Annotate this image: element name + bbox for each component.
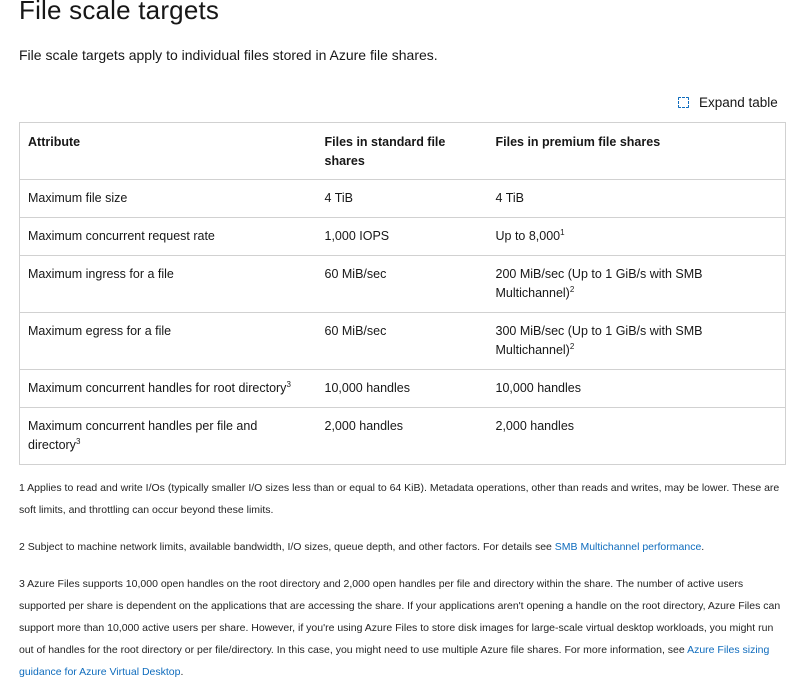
sizing-guidance-link[interactable]: Azure Files sizing guidance for Azure Virtual Desktop <box>19 644 770 678</box>
attribute-cell-text: Maximum concurrent handles for root directory <box>28 381 287 395</box>
header-standard: Files in standard file shares <box>317 123 488 180</box>
premium-cell <box>488 180 786 218</box>
premium-cell-text: 200 MiB/sec (Up to 1 GiB/s with SMB Multichannel) <box>495 267 703 300</box>
premium-cell-text: Up to 8,000 <box>495 229 561 243</box>
standard-cell-text: 4 TiB <box>324 191 353 205</box>
attribute-cell <box>20 370 317 408</box>
attribute-cell-text: Maximum concurrent handles per file and directory <box>28 419 258 452</box>
table-row <box>20 180 786 218</box>
premium-cell <box>488 408 786 465</box>
attribute-cell-text: Maximum ingress for a file <box>28 267 174 281</box>
standard-cell-text: 10,000 handles <box>324 381 410 395</box>
header-attribute: Attribute <box>20 123 317 180</box>
standard-cell-text: 1,000 IOPS <box>324 229 390 243</box>
standard-cell <box>317 313 488 370</box>
expand-table-button[interactable] <box>678 94 778 111</box>
premium-cell-text: 300 MiB/sec (Up to 1 GiB/s with SMB Multichannel) <box>495 324 703 357</box>
footnote-ref: 3 <box>286 379 291 389</box>
attribute-cell <box>20 218 317 256</box>
premium-cell <box>488 370 786 408</box>
footnote-2-text: 2 Subject to machine network limits, available bandwidth, I/O sizes, queue depth, and other factors. For details see <box>19 541 555 553</box>
premium-cell <box>488 218 786 256</box>
attribute-cell <box>20 313 317 370</box>
attribute-cell-text: Maximum file size <box>28 191 128 205</box>
attribute-cell <box>20 408 317 465</box>
footnote-3-text: 3 Azure Files supports 10,000 open handles on the root directory and 2,000 open handles per file and directory within the share. The number of active users supported per share is dependent on the applications that are accessing the share. If your applications aren't opening a handle on the root directory, Azure Files can support more than 10,000 active users per share. However, if you're using Azure Files to store disk images for large-scale virtual desktop workloads, you might run out of handles for the root directory or per file/directory. In this case, you might need to use multiple Azure file shares. For more information, see <box>19 578 781 656</box>
footnote-3 <box>19 573 789 683</box>
footnote-ref: 2 <box>569 284 575 294</box>
standard-cell <box>317 408 488 465</box>
page-title: File scale targets <box>19 0 220 25</box>
premium-cell <box>488 313 786 370</box>
footnote-ref: 1 <box>560 227 565 237</box>
table-header-row <box>20 123 786 180</box>
header-premium: Files in premium file shares <box>488 123 786 180</box>
premium-cell <box>488 256 786 313</box>
standard-cell-text: 60 MiB/sec <box>324 324 387 338</box>
footnote-1: 1 Applies to read and write I/Os (typically smaller I/O sizes less than or equal to 64 KiB). Metadata operations, other than reads and writes, may be lower. These are soft limits, and throttling can occur beyond these limits. <box>19 482 780 516</box>
smb-multichannel-link[interactable]: SMB Multichannel performance <box>554 541 702 553</box>
intro-text: File scale targets apply to individual files stored in Azure file shares. <box>19 47 438 63</box>
content-flow <box>19 122 786 698</box>
premium-cell-text: 4 TiB <box>495 191 524 205</box>
premium-cell-text: 2,000 handles <box>495 419 575 433</box>
standard-cell <box>317 370 488 408</box>
premium-cell-text: 10,000 handles <box>495 381 581 395</box>
footnote-ref: 2 <box>569 341 575 351</box>
scale-targets-table <box>19 122 786 465</box>
attribute-cell <box>20 180 317 218</box>
standard-cell <box>317 218 488 256</box>
table-row <box>20 370 786 408</box>
standard-cell-text: 60 MiB/sec <box>324 267 387 281</box>
footnote-2 <box>19 536 789 558</box>
standard-cell-text: 2,000 handles <box>324 419 404 433</box>
table-row <box>20 408 786 465</box>
attribute-cell <box>20 256 317 313</box>
table-row <box>20 218 786 256</box>
footnotes <box>19 477 789 683</box>
footnote-2-end: . <box>701 541 705 553</box>
standard-cell <box>317 180 488 218</box>
expand-icon <box>678 97 689 108</box>
attribute-cell-text: Maximum egress for a file <box>28 324 172 338</box>
table-row <box>20 313 786 370</box>
footnote-ref: 3 <box>75 436 81 446</box>
footnote-3-end: . <box>180 666 184 678</box>
table-row <box>20 256 786 313</box>
attribute-cell-text: Maximum concurrent request rate <box>28 229 215 243</box>
standard-cell <box>317 256 488 313</box>
expand-table-label: Expand table <box>699 95 778 110</box>
